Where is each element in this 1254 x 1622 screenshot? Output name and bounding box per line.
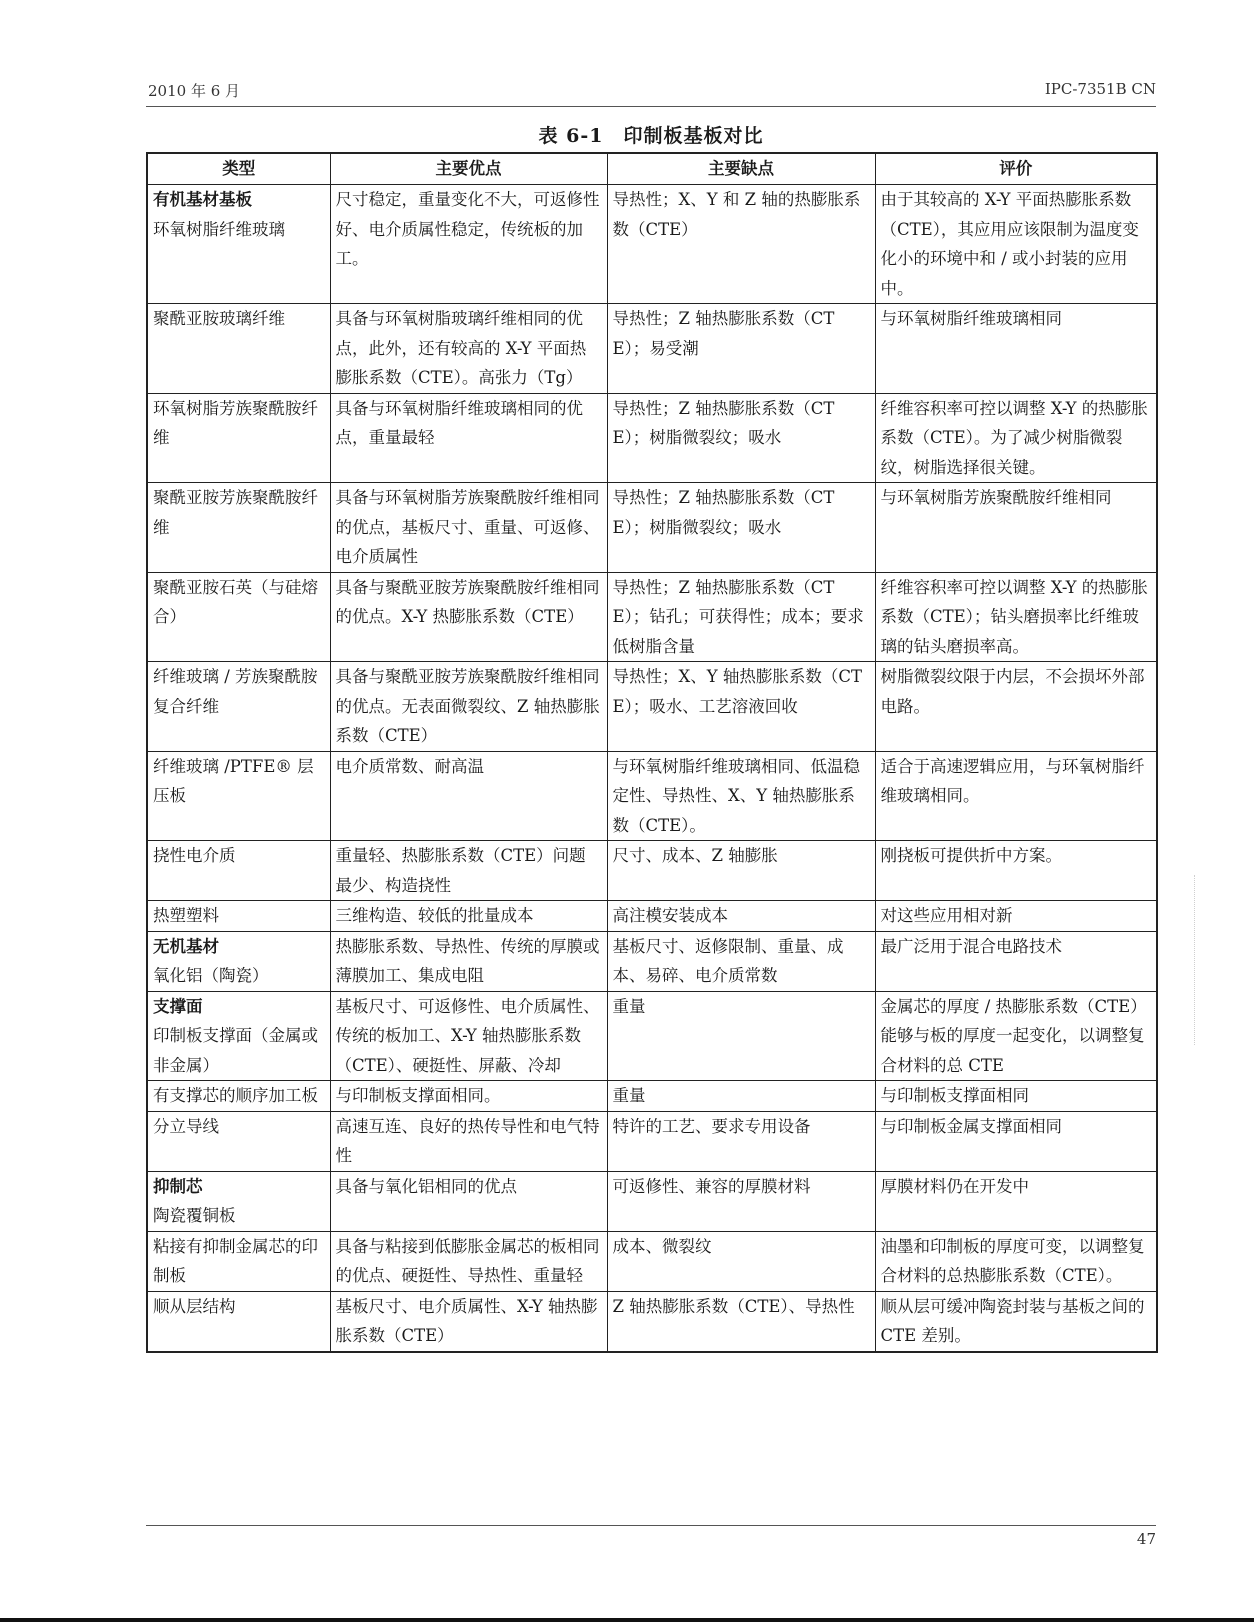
cell-advantages: 具备与环氧树脂玻璃纤维相同的优点，此外，还有较高的 X-Y 平面热膨胀系数（CTE）。高张力（Tg） <box>330 304 607 394</box>
cell-type <box>147 1171 330 1231</box>
cell-disadvantages: 与环氧树脂纤维玻璃相同、低温稳定性、导热性、X、Y 轴热膨胀系数（CTE）。 <box>607 751 875 841</box>
table-row <box>147 662 1157 752</box>
type-label: 纤维玻璃 /PTFE® 层压板 <box>153 756 314 805</box>
cell-evaluation: 与环氧树脂芳族聚酰胺纤维相同 <box>875 483 1157 573</box>
table-row <box>147 1291 1157 1352</box>
type-label: 挠性电介质 <box>153 846 236 865</box>
category-label: 抑制芯 <box>153 1176 203 1196</box>
table-row <box>147 304 1157 394</box>
table-row <box>147 1171 1157 1231</box>
header-doc-id: IPC-7351B CN <box>1044 80 1156 98</box>
table-row <box>147 483 1157 573</box>
type-label: 印制板支撑面（金属或非金属） <box>153 1026 318 1075</box>
cell-disadvantages: 可返修性、兼容的厚膜材料 <box>607 1171 875 1231</box>
table-row <box>147 1081 1157 1112</box>
footer-divider <box>146 1525 1156 1526</box>
cell-type <box>147 1231 330 1291</box>
cell-evaluation: 与环氧树脂纤维玻璃相同 <box>875 304 1157 394</box>
cell-disadvantages: 高注模安装成本 <box>607 901 875 932</box>
cell-advantages: 高速互连、良好的热传导性和电气特性 <box>330 1111 607 1171</box>
cell-evaluation: 油墨和印制板的厚度可变，以调整复合材料的总热膨胀系数（CTE）。 <box>875 1231 1157 1291</box>
cell-disadvantages: 导热性；Z 轴热膨胀系数（CTE）；树脂微裂纹；吸水 <box>607 483 875 573</box>
table-row <box>147 1111 1157 1171</box>
cell-disadvantages: 尺寸、成本、Z 轴膨胀 <box>607 841 875 901</box>
page-header <box>146 80 1156 106</box>
cell-advantages: 具备与环氧树脂纤维玻璃相同的优点，重量最轻 <box>330 393 607 483</box>
cell-type <box>147 901 330 932</box>
cell-evaluation: 刚挠板可提供折中方案。 <box>875 841 1157 901</box>
cell-evaluation: 与印制板支撑面相同 <box>875 1081 1157 1112</box>
cell-type <box>147 1081 330 1112</box>
cell-evaluation: 顺从层可缓冲陶瓷封装与基板之间的 CTE 差别。 <box>875 1291 1157 1352</box>
type-label: 粘接有抑制金属芯的印制板 <box>153 1236 318 1285</box>
cell-type <box>147 662 330 752</box>
type-label: 热塑塑料 <box>153 906 219 925</box>
cell-advantages: 电介质常数、耐高温 <box>330 751 607 841</box>
type-label: 聚酰亚胺芳族聚酰胺纤维 <box>153 488 318 537</box>
category-label: 支撑面 <box>153 996 203 1016</box>
cell-type <box>147 1111 330 1171</box>
cell-advantages: 与印制板支撑面相同。 <box>330 1081 607 1112</box>
type-label: 环氧树脂纤维玻璃 <box>153 219 285 239</box>
table-body <box>147 185 1157 1352</box>
cell-advantages: 基板尺寸、可返修性、电介质属性、传统的板加工、X-Y 轴热膨胀系数（CTE）、硬挺性、屏蔽、冷却 <box>330 991 607 1081</box>
header-divider <box>146 106 1156 107</box>
cell-disadvantages: 重量 <box>607 1081 875 1112</box>
cell-evaluation: 与印制板金属支撑面相同 <box>875 1111 1157 1171</box>
cell-evaluation: 最广泛用于混合电路技术 <box>875 931 1157 991</box>
page-number: 47 <box>1136 1530 1156 1548</box>
type-label: 陶瓷覆铜板 <box>153 1206 236 1225</box>
cell-disadvantages: 成本、微裂纹 <box>607 1231 875 1291</box>
cell-evaluation: 纤维容积率可控以调整 X-Y 的热膨胀系数（CTE）；钻头磨损率比纤维玻璃的钻头磨损率高。 <box>875 572 1157 662</box>
cell-type <box>147 1291 330 1352</box>
table-row <box>147 572 1157 662</box>
table-row <box>147 1231 1157 1291</box>
category-label: 有机基材基板 <box>153 190 252 209</box>
cell-type <box>147 931 330 991</box>
comparison-table-container <box>146 152 1156 1353</box>
cell-type <box>147 393 330 483</box>
cell-evaluation: 金属芯的厚度 / 热膨胀系数（CTE）能够与板的厚度一起变化，以调整复合材料的总 CTE <box>875 991 1157 1081</box>
cell-disadvantages: 导热性；Z 轴热膨胀系数（CTE）；钻孔；可获得性；成本；要求低树脂含量 <box>607 572 875 662</box>
cell-advantages: 热膨胀系数、导热性、传统的厚膜或薄膜加工、集成电阻 <box>330 931 607 991</box>
cell-advantages: 基板尺寸、电介质属性、X-Y 轴热膨胀系数（CTE） <box>330 1291 607 1352</box>
column-header-evaluation: 评价 <box>875 153 1157 185</box>
category-label: 无机基材 <box>153 936 219 956</box>
type-label: 环氧树脂芳族聚酰胺纤维 <box>153 398 318 447</box>
column-header-disadvantages: 主要缺点 <box>607 153 875 185</box>
table-row <box>147 751 1157 841</box>
cell-evaluation: 厚膜材料仍在开发中 <box>875 1171 1157 1231</box>
cell-type <box>147 185 330 304</box>
cell-advantages: 具备与聚酰亚胺芳族聚酰胺纤维相同的优点。X-Y 热膨胀系数（CTE） <box>330 572 607 662</box>
cell-evaluation: 纤维容积率可控以调整 X-Y 的热膨胀系数（CTE）。为了减少树脂微裂纹，树脂选择很关键。 <box>875 393 1157 483</box>
table-header-row <box>147 153 1157 185</box>
table-row <box>147 931 1157 991</box>
cell-type <box>147 751 330 841</box>
column-header-type: 类型 <box>147 153 330 185</box>
type-label: 聚酰亚胺石英（与硅熔合） <box>153 577 318 626</box>
header-date: 2010 年 6 月 <box>148 82 241 100</box>
type-label: 氧化铝（陶瓷） <box>153 966 269 985</box>
cell-advantages: 重量轻、热膨胀系数（CTE）问题最少、构造挠性 <box>330 841 607 901</box>
substrate-comparison-table <box>146 152 1158 1353</box>
scan-edge-mark <box>1194 875 1197 1045</box>
table-row <box>147 901 1157 932</box>
cell-type <box>147 572 330 662</box>
cell-disadvantages: 导热性；Z 轴热膨胀系数（CTE）；易受潮 <box>607 304 875 394</box>
cell-evaluation: 由于其较高的 X-Y 平面热膨胀系数（CTE），其应用应该限制为温度变化小的环境中和 / 或小封装的应用中。 <box>875 185 1157 304</box>
cell-type <box>147 991 330 1081</box>
cell-evaluation: 树脂微裂纹限于内层，不会损坏外部电路。 <box>875 662 1157 752</box>
cell-evaluation: 对这些应用相对新 <box>875 901 1157 932</box>
type-label: 顺从层结构 <box>153 1296 236 1316</box>
scan-bottom-edge <box>0 1618 1254 1622</box>
table-row <box>147 393 1157 483</box>
cell-disadvantages: Z 轴热膨胀系数（CTE）、导热性 <box>607 1291 875 1352</box>
cell-advantages: 三维构造、较低的批量成本 <box>330 901 607 932</box>
type-label: 纤维玻璃 / 芳族聚酰胺复合纤维 <box>153 667 318 716</box>
type-label: 分立导线 <box>153 1116 219 1136</box>
cell-advantages: 具备与聚酰亚胺芳族聚酰胺纤维相同的优点。无表面微裂纹、Z 轴热膨胀系数（CTE） <box>330 662 607 752</box>
cell-disadvantages: 导热性；Z 轴热膨胀系数（CTE）；树脂微裂纹；吸水 <box>607 393 875 483</box>
cell-type <box>147 304 330 394</box>
table-row <box>147 185 1157 304</box>
cell-disadvantages: 重量 <box>607 991 875 1081</box>
cell-disadvantages: 基板尺寸、返修限制、重量、成本、易碎、电介质常数 <box>607 931 875 991</box>
cell-advantages: 尺寸稳定，重量变化不大，可返修性好、电介质属性稳定，传统板的加工。 <box>330 185 607 304</box>
table-row <box>147 991 1157 1081</box>
cell-evaluation: 适合于高速逻辑应用，与环氧树脂纤维玻璃相同。 <box>875 751 1157 841</box>
cell-type <box>147 483 330 573</box>
type-label: 有支撑芯的顺序加工板 <box>153 1086 318 1105</box>
table-title: 表 6-1 印制板基板对比 <box>538 125 764 147</box>
cell-advantages: 具备与环氧树脂芳族聚酰胺纤维相同的优点，基板尺寸、重量、可返修、电介质属性 <box>330 483 607 573</box>
cell-advantages: 具备与氧化铝相同的优点 <box>330 1171 607 1231</box>
column-header-advantages: 主要优点 <box>330 153 607 185</box>
cell-disadvantages: 导热性；X、Y 轴热膨胀系数（CTE）；吸水、工艺溶液回收 <box>607 662 875 752</box>
type-label: 聚酰亚胺玻璃纤维 <box>153 309 285 328</box>
table-row <box>147 841 1157 901</box>
cell-disadvantages: 导热性；X、Y 和 Z 轴的热膨胀系数（CTE） <box>607 185 875 304</box>
cell-type <box>147 841 330 901</box>
cell-disadvantages: 特许的工艺、要求专用设备 <box>607 1111 875 1171</box>
cell-advantages: 具备与粘接到低膨胀金属芯的板相同的优点、硬挺性、导热性、重量轻 <box>330 1231 607 1291</box>
